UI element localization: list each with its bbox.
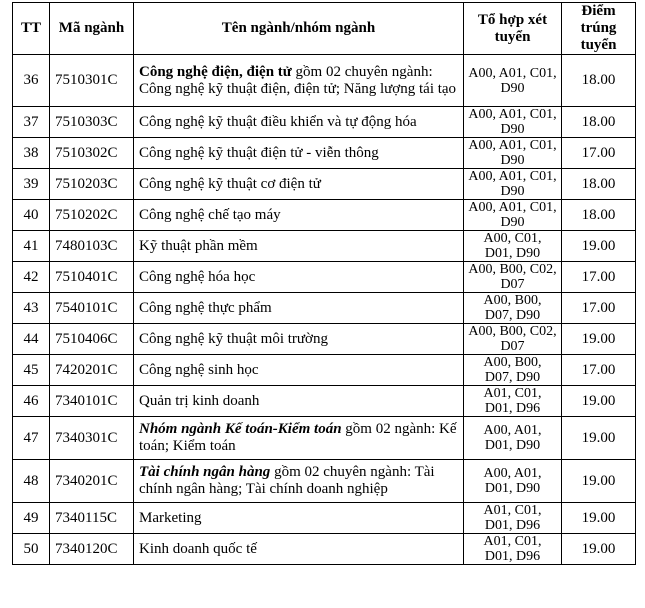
row-name bbox=[134, 460, 464, 503]
table-row bbox=[13, 460, 636, 503]
row-score: 19.00 bbox=[562, 503, 636, 534]
row-combo: A00, B00, C02, D07 bbox=[464, 262, 562, 293]
row-score: 19.00 bbox=[562, 324, 636, 355]
table-row bbox=[13, 534, 636, 565]
row-name: Quản trị kinh doanh bbox=[134, 386, 464, 417]
row-combo: A00, B00, D07, D90 bbox=[464, 293, 562, 324]
row-code: 7510302C bbox=[50, 138, 134, 169]
row-score: 17.00 bbox=[562, 293, 636, 324]
table-row bbox=[13, 107, 636, 138]
header-tt: TT bbox=[13, 3, 50, 55]
row-code: 7540101C bbox=[50, 293, 134, 324]
row-tt: 37 bbox=[13, 107, 50, 138]
row-code: 7340120C bbox=[50, 534, 134, 565]
row-name: Kinh doanh quốc tế bbox=[134, 534, 464, 565]
row-code: 7420201C bbox=[50, 355, 134, 386]
row-score: 19.00 bbox=[562, 534, 636, 565]
row-code: 7340301C bbox=[50, 417, 134, 460]
row-name: Công nghệ kỹ thuật điều khiển và tự động hóa bbox=[134, 107, 464, 138]
row-combo: A00, A01, D01, D90 bbox=[464, 460, 562, 503]
row-tt: 47 bbox=[13, 417, 50, 460]
row-combo: A00, B00, D07, D90 bbox=[464, 355, 562, 386]
row-score: 19.00 bbox=[562, 386, 636, 417]
row-code: 7510301C bbox=[50, 55, 134, 107]
row-tt: 48 bbox=[13, 460, 50, 503]
row-score: 19.00 bbox=[562, 417, 636, 460]
row-name-rest: gồm 02 ngành: Kế toán; Kiểm toán bbox=[139, 421, 457, 454]
row-combo: A01, C01, D01, D96 bbox=[464, 503, 562, 534]
table-row bbox=[13, 324, 636, 355]
row-combo: A01, C01, D01, D96 bbox=[464, 386, 562, 417]
header-row bbox=[13, 3, 636, 55]
row-code: 7340115C bbox=[50, 503, 134, 534]
table-row bbox=[13, 293, 636, 324]
table-row bbox=[13, 417, 636, 460]
row-name: Kỹ thuật phần mềm bbox=[134, 231, 464, 262]
header-code: Mã ngành bbox=[50, 3, 134, 55]
row-code: 7510401C bbox=[50, 262, 134, 293]
row-name: Công nghệ thực phẩm bbox=[134, 293, 464, 324]
row-score: 18.00 bbox=[562, 200, 636, 231]
row-tt: 50 bbox=[13, 534, 50, 565]
row-combo: A00, A01, D01, D90 bbox=[464, 417, 562, 460]
row-name bbox=[134, 55, 464, 107]
row-name: Marketing bbox=[134, 503, 464, 534]
row-combo: A00, A01, C01, D90 bbox=[464, 169, 562, 200]
row-name-bold: Tài chính ngân hàng bbox=[139, 464, 271, 480]
table-row bbox=[13, 386, 636, 417]
row-name: Công nghệ chế tạo máy bbox=[134, 200, 464, 231]
row-combo: A00, C01, D01, D90 bbox=[464, 231, 562, 262]
row-tt: 45 bbox=[13, 355, 50, 386]
row-score: 18.00 bbox=[562, 107, 636, 138]
row-combo: A00, A01, C01, D90 bbox=[464, 200, 562, 231]
table-row bbox=[13, 503, 636, 534]
row-name: Công nghệ kỹ thuật cơ điện tử bbox=[134, 169, 464, 200]
row-name-bold: Nhóm ngành Kế toán-Kiểm toán bbox=[139, 421, 342, 437]
table-row bbox=[13, 55, 636, 107]
row-combo: A00, A01, C01, D90 bbox=[464, 55, 562, 107]
row-code: 7480103C bbox=[50, 231, 134, 262]
table-row bbox=[13, 169, 636, 200]
row-name-rest: gồm 02 chuyên ngành: Công nghệ kỹ thuật điện, điện tử; Năng lượng tái tạo bbox=[139, 63, 457, 97]
row-code: 7510406C bbox=[50, 324, 134, 355]
row-combo: A00, A01, C01, D90 bbox=[464, 107, 562, 138]
row-name: Công nghệ kỹ thuật môi trường bbox=[134, 324, 464, 355]
row-tt: 42 bbox=[13, 262, 50, 293]
row-score: 19.00 bbox=[562, 460, 636, 503]
header-score: Điểm trúng tuyển bbox=[562, 3, 636, 55]
row-code: 7510203C bbox=[50, 169, 134, 200]
row-tt: 40 bbox=[13, 200, 50, 231]
row-score: 18.00 bbox=[562, 55, 636, 107]
row-name: Công nghệ hóa học bbox=[134, 262, 464, 293]
header-combo: Tổ hợp xét tuyển bbox=[464, 3, 562, 55]
row-tt: 49 bbox=[13, 503, 50, 534]
row-score: 19.00 bbox=[562, 231, 636, 262]
table-row bbox=[13, 231, 636, 262]
row-code: 7340101C bbox=[50, 386, 134, 417]
row-tt: 38 bbox=[13, 138, 50, 169]
row-code: 7510202C bbox=[50, 200, 134, 231]
table-row bbox=[13, 355, 636, 386]
table-row bbox=[13, 262, 636, 293]
row-name-rest: gồm 02 chuyên ngành: Tài chính ngân hàng; Tài chính doanh nghiệp bbox=[139, 464, 435, 497]
row-score: 17.00 bbox=[562, 262, 636, 293]
row-combo: A00, B00, C02, D07 bbox=[464, 324, 562, 355]
row-code: 7340201C bbox=[50, 460, 134, 503]
row-tt: 41 bbox=[13, 231, 50, 262]
row-score: 17.00 bbox=[562, 355, 636, 386]
row-tt: 39 bbox=[13, 169, 50, 200]
row-name: Công nghệ sinh học bbox=[134, 355, 464, 386]
row-tt: 43 bbox=[13, 293, 50, 324]
table-row bbox=[13, 200, 636, 231]
row-score: 18.00 bbox=[562, 169, 636, 200]
header-name: Tên ngành/nhóm ngành bbox=[134, 3, 464, 55]
admission-score-table bbox=[12, 2, 636, 565]
row-combo: A01, C01, D01, D96 bbox=[464, 534, 562, 565]
row-combo: A00, A01, C01, D90 bbox=[464, 138, 562, 169]
row-name-bold: Công nghệ điện, điện tử bbox=[139, 63, 292, 80]
row-tt: 44 bbox=[13, 324, 50, 355]
row-name: Công nghệ kỹ thuật điện tử - viễn thông bbox=[134, 138, 464, 169]
row-tt: 36 bbox=[13, 55, 50, 107]
row-score: 17.00 bbox=[562, 138, 636, 169]
row-name bbox=[134, 417, 464, 460]
row-tt: 46 bbox=[13, 386, 50, 417]
table-row bbox=[13, 138, 636, 169]
row-code: 7510303C bbox=[50, 107, 134, 138]
